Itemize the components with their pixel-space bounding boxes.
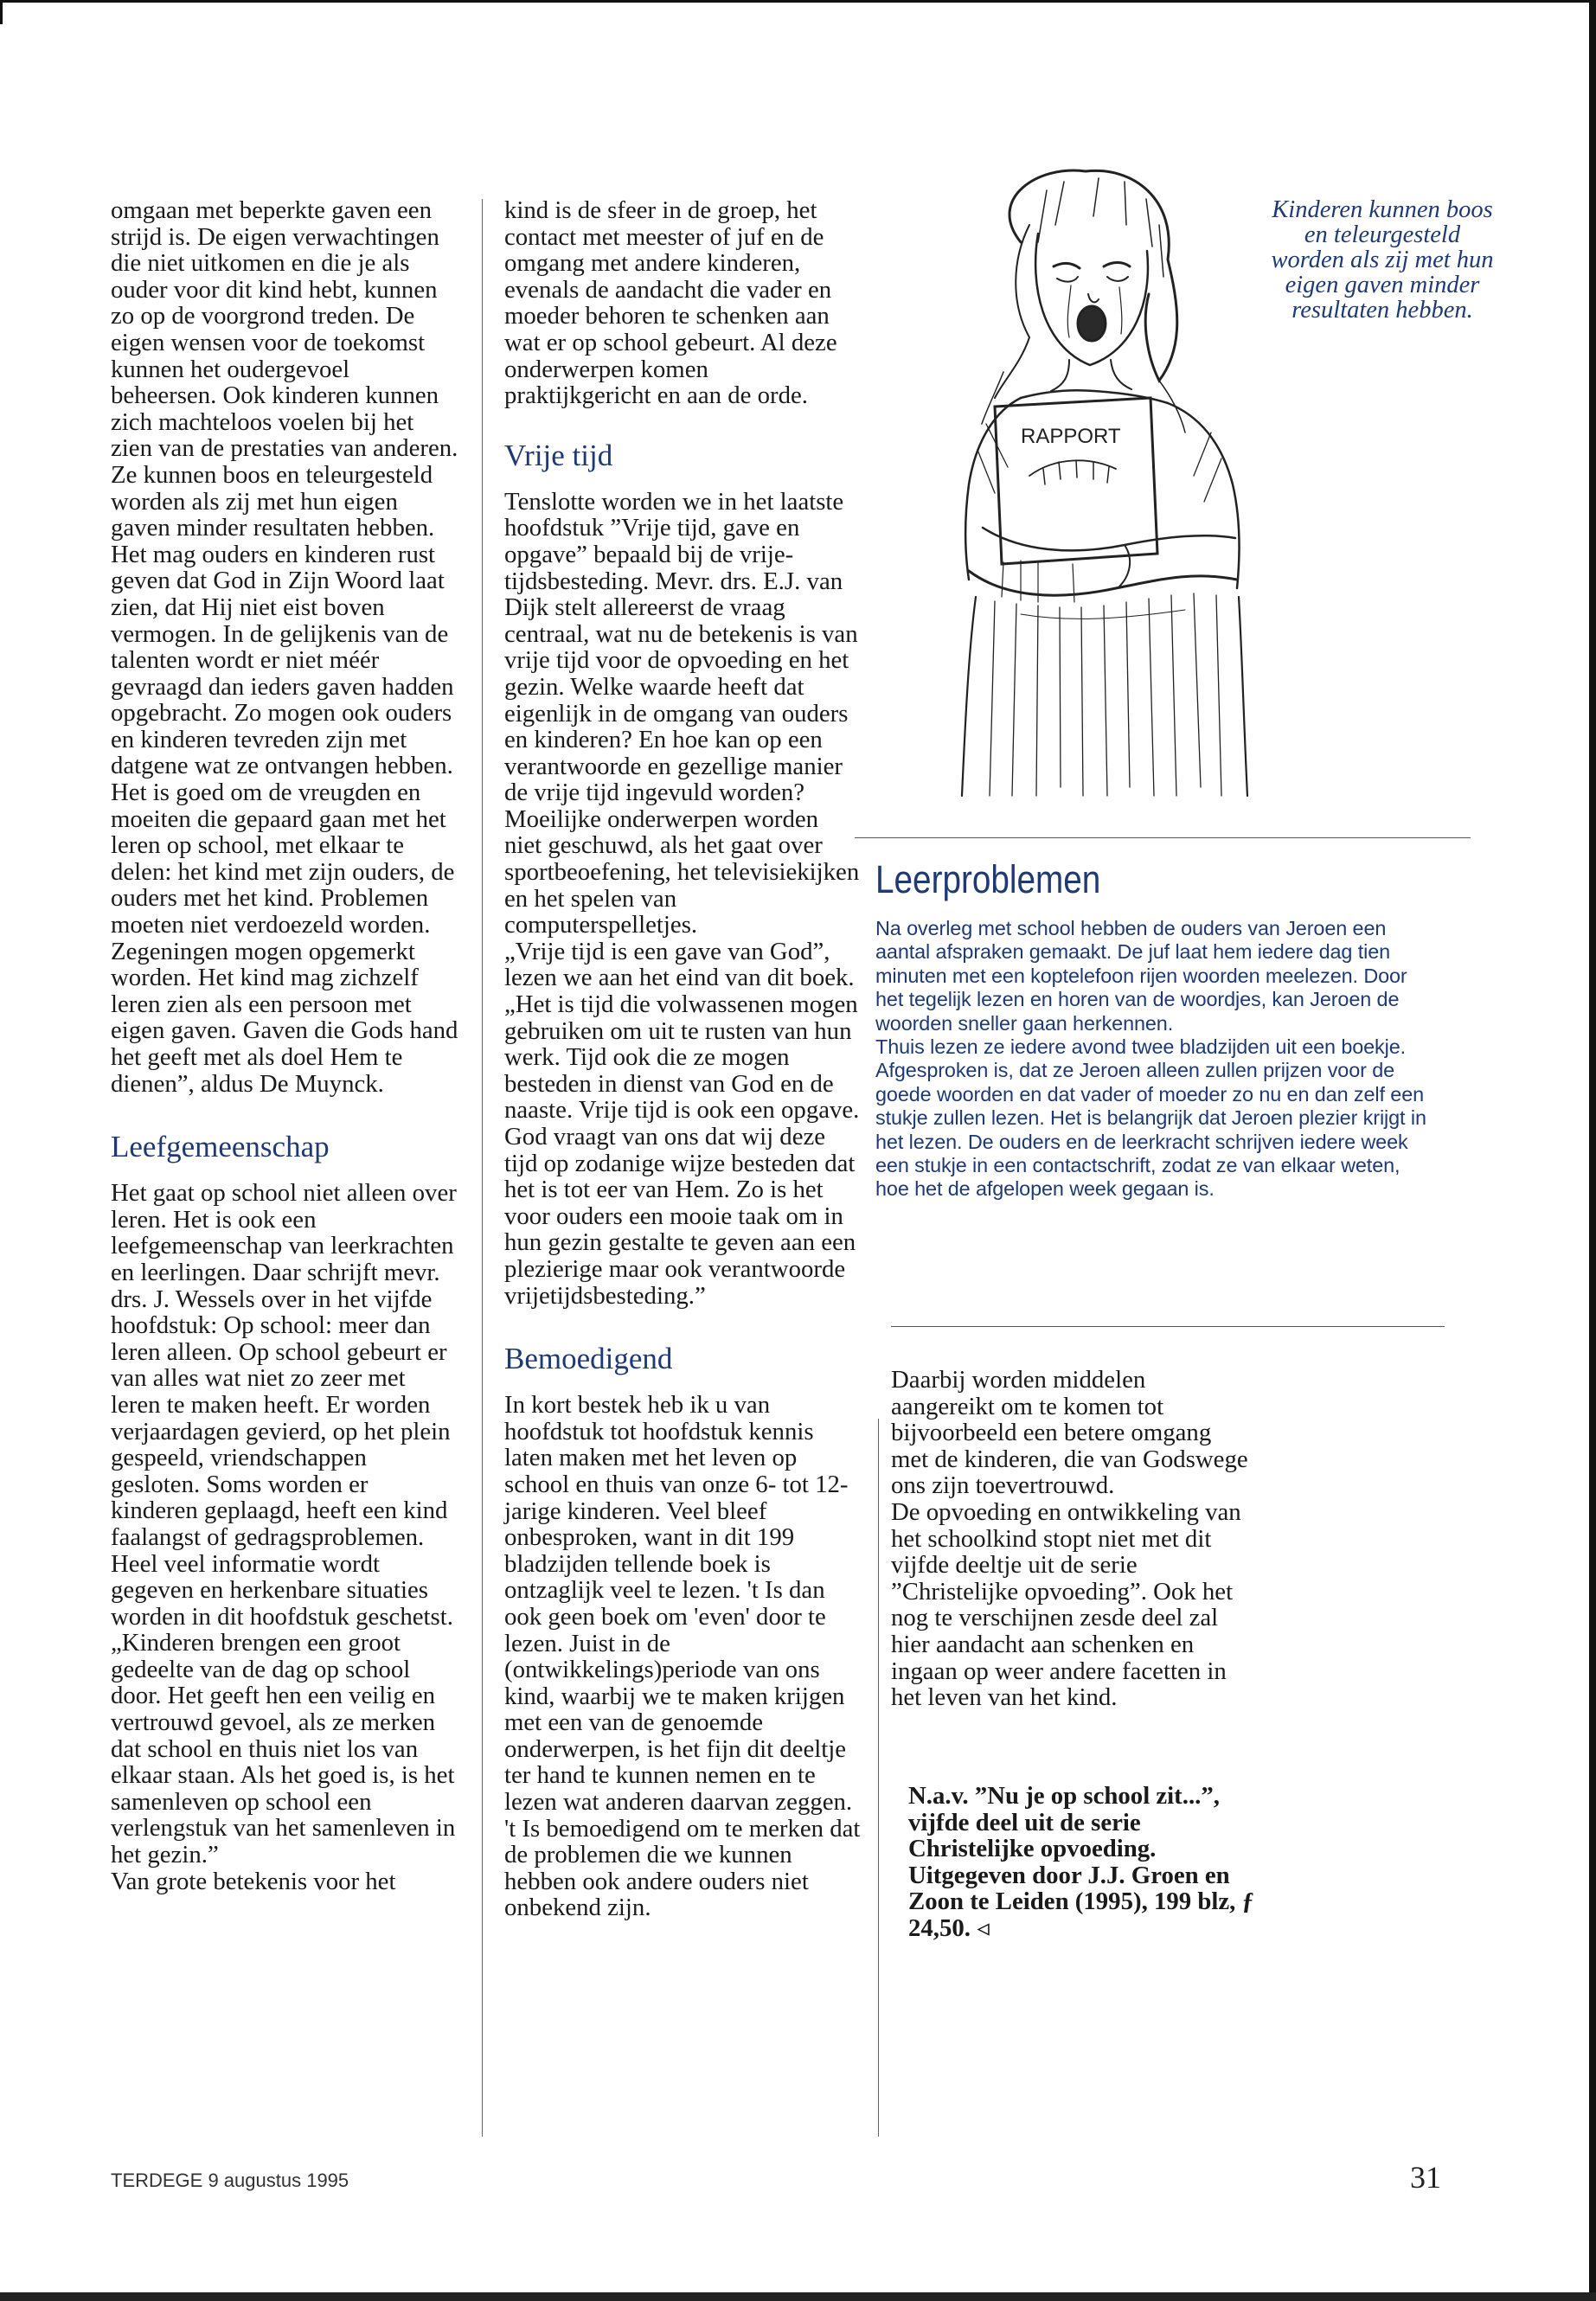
column3-paragraph-2: De opvoeding en ontwikkeling van het schoolkind stopt niet met dit vijfde deeltje uit de serie ”Christelijke opvoeding”. Ook het nog te verschijnen zesde deel zal hier aandacht aan schenken en ingaan op weer andere facetten in het leven van het kind.: [891, 1497, 1241, 1712]
crying-girl-illustration: [900, 164, 1263, 800]
column2-paragraph-2: Tenslotte worden we in het laatste hoofdstuk ”Vrije tijd, gave en opgave” bepaald bij de vrije-tijdsbesteding. Mevr. drs. E.J. van Dijk stelt allereerst de vraag centraal, wat nu de betekenis is van vrije tijd voor de opvoeding en het gezin. Welke waarde heeft dat eigenlijk in de omgang van ouders en kinderen? En hoe kan op een verantwoorde en gezellige manier de vrije tijd ingevuld worden? Moeilijke onderwerpen worden niet geschuwd, als het gaat over sportbeoefening, het televisiekijken en het spelen van computerspelletjes.: [504, 487, 860, 939]
column1-paragraph-3: Van grote betekenis voor het: [111, 1867, 396, 1895]
heading-leefgemeenschap: Leefgemeenschap: [111, 1130, 330, 1164]
page-frame-left: [0, 0, 3, 24]
page-number: 31: [1410, 2160, 1441, 2195]
column2-paragraph-1: kind is de sfeer in de groep, het contact met meester of juf en de omgang met andere kinderen, evenals de aandacht die vader en moeder behoren te schenken aan wat er op school gebeurt. Al deze onderwerpen komen praktijkgericht en aan de orde.: [504, 196, 837, 410]
sidebar-bottom-rule: [891, 1326, 1445, 1327]
report-card-label: RAPPORT: [1021, 425, 1121, 448]
heading-bemoedigend: Bemoedigend: [504, 1342, 673, 1376]
article-column-3: [891, 1367, 1254, 1711]
footer-publication: TERDEGE 9 augustus 1995: [111, 2170, 349, 2191]
article-column-1: [111, 197, 458, 1894]
sidebar-title: Leerproblemen: [875, 857, 1101, 901]
column-divider-1: [482, 199, 483, 2137]
page-frame-top: [0, 0, 1596, 3]
column1-paragraph-2: Het gaat op school niet alleen over leren. Het is ook een leefgemeenschap van leerkrachten en leerlingen. Daar schrijft mevr. drs. J. Wessels over in het vijfde hoofdstuk: Op school: meer dan leren alleen. Op school gebeurt er van alles wat niet zo zeer met leren te maken heeft. Er worden verjaardagen gevierd, op het plein gespeeld, vriendschappen gesloten. Soms worden er kinderen geplaagd, heeft een kind faalangst of gedragsproblemen. Heel veel informatie wordt gegeven en herkenbare situaties worden in dit hoofdstuk geschetst. „Kinderen brengen een groot gedeelte van de dag op school door. Het geeft hen een veilig en vertrouwd gevoel, als ze merken dat school en thuis niet los van elkaar staan. Als het goed is, is het samenleven op school een verlengstuk van het samenleven in het gezin.”: [111, 1179, 457, 1869]
page-frame-bottom: [0, 2292, 1596, 2301]
sidebar-paragraph-2: Thuis lezen ze iedere avond twee bladzijden uit een boekje. Afgesproken is, dat ze Jeroen alleen zullen prijzen voor de goede woorden en dat vader of moeder zo nu en dan zelf een stukje zullen lezen. Het is belangrijk dat Jeroen plezier krijgt in het lezen. De ouders en de leerkracht schrijven iedere week een stukje in een contactschrift, zodat ze van elkaar weten, hoe het de afgelopen week gegaan is.: [875, 1035, 1426, 1201]
sidebar-top-rule: [855, 837, 1471, 838]
sidebar-paragraph-1: Na overleg met school hebben de ouders van Jeroen een aantal afspraken gemaakt. De juf laat hem iedere dag tien minuten met een koptelefoon rijen woorden meelezen. Door het tegelijk lezen en horen van de woordjes, kan Jeroen de woorden sneller gaan herkennen.: [875, 917, 1407, 1035]
sidebar-leerproblemen: [875, 858, 1438, 1202]
heading-vrije-tijd: Vrije tijd: [504, 438, 613, 472]
illustration-caption: Kinderen kunnen boos en teleurgesteld worden als zij met hun eigen gaven minder resultaten hebben.: [1271, 196, 1494, 324]
column3-paragraph-1: Daarbij worden middelen aangereikt om te komen tot bijvoorbeeld een betere omgang met de kinderen, die van Godswege ons zijn toevertrouwd.: [891, 1366, 1248, 1500]
article-column-2: [504, 197, 861, 1921]
page-frame-right: [1589, 0, 1596, 2301]
book-credit: N.a.v. ”Nu je op school zit...”, vijfde deel uit de serie Christelijke opvoeding. Uitgegeven door J.J. Groen en Zoon te Leiden (1995), 199 blz, ƒ 24,50. ◃: [908, 1782, 1254, 1942]
column-divider-2: [878, 1419, 879, 2137]
column2-paragraph-3: „Vrije tijd is een gave van God”, lezen we aan het eind van dit boek. „Het is tijd die volwassenen mogen gebruiken om uit te rusten van hun werk. Tijd ook die ze mogen besteden in dienst van God en de naaste. Vrije tijd is ook een opgave. God vraagt van ons dat wij deze tijd op zodanige wijze besteden dat het is tot eer van Hem. Zo is het voor ouders een mooie taak om in hun gezin gestalte te geven aan een plezierige maar ook verantwoorde vrijetijdsbesteding.”: [504, 937, 860, 1310]
column2-paragraph-4: In kort bestek heb ik u van hoofdstuk tot hoofdstuk kennis laten maken met het leven op school en thuis van onze 6- tot 12-jarige kinderen. Veel bleef onbesproken, want in dit 199 bladzijden tellende boek is ontzaglijk veel te lezen. 't Is dan ook geen boek om 'even' door te lezen. Juist in de (ontwikkelings)periode van ons kind, waarbij we te maken krijgen met een van de genoemde onderwerpen, is het fijn dit deeltje ter hand te kunnen nemen en te lezen wat anderen daarvan zeggen. 't Is bemoedigend om te merken dat de problemen die we kunnen hebben ook andere ouders niet onbekend zijn.: [504, 1391, 861, 1922]
column1-paragraph-1: omgaan met beperkte gaven een strijd is. De eigen verwachtingen die niet uitkomen en die je als ouder voor dit kind hebt, kunnen zo op de voorgrond treden. De eigen wensen voor de toekomst kunnen het oudergevoel beheersen. Ook kinderen kunnen zich machteloos voelen bij het zien van de prestaties van anderen. Ze kunnen boos en teleurgesteld worden als zij met hun eigen gaven minder resultaten hebben. Het mag ouders en kinderen rust geven dat God in Zijn Woord laat zien, dat Hij niet eist boven vermogen. In de gelijkenis van de talenten wordt er niet méér gevraagd dan ieders gaven hadden opgebracht. Zo mogen ook ouders en kinderen tevreden zijn met datgene wat ze ontvangen hebben. Het is goed om de vreugden en moeiten die gepaard gaan met het leren op school, met elkaar te delen: het kind met zijn ouders, de ouders met het kind. Problemen moeten niet verdoezeld worden. Zegeningen mogen opgemerkt worden. Het kind mag zichzelf leren zien als een persoon met eigen gaven. Gaven die Gods hand het geeft met als doel Hem te dienen”, aldus De Muynck.: [111, 196, 458, 1098]
